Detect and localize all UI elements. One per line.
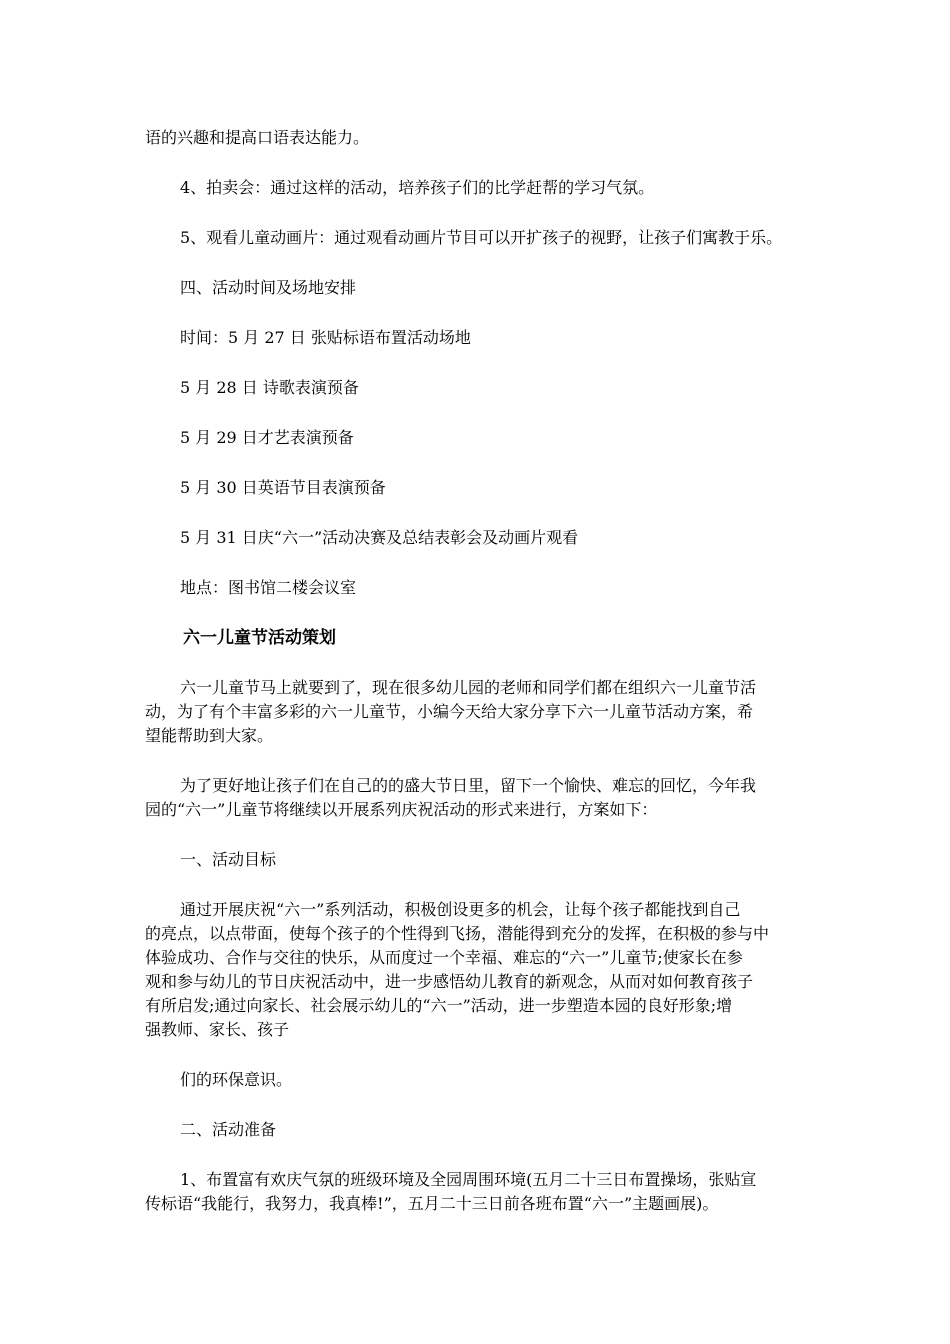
text-line: 5、观看儿童动画片：通过观看动画片节目可以开扩孩子的视野，让孩子们寓教于乐。	[180, 228, 783, 247]
text-line: 4、拍卖会：通过这样的活动，培养孩子们的比学赶帮的学习气氛。	[180, 178, 655, 197]
text-line: 们的环保意识。	[180, 1070, 293, 1089]
text-line: 地点：图书馆二楼会议室	[180, 578, 357, 597]
text-line: 5 月 28 日 诗歌表演预备	[180, 378, 359, 397]
text-line: 望能帮助到大家。	[145, 726, 274, 745]
text-line: 有所启发;通过向家长、社会展示幼儿的“六一”活动，进一步塑造本园的良好形象;增	[145, 996, 733, 1015]
text-line: 六一儿童节马上就要到了，现在很多幼儿园的老师和同学们都在组织六一儿童节活	[180, 678, 757, 697]
text-line: 体验成功、合作与交往的快乐，从而度过一个幸福、难忘的“六一”儿童节;使家长在参	[145, 948, 743, 967]
section-heading: 二、活动准备	[180, 1120, 277, 1139]
text-line: 时间：5 月 27 日 张贴标语布置活动场地	[180, 328, 471, 347]
text-line: 的亮点，以点带面，使每个孩子的个性得到飞扬，潜能得到充分的发挥，在积极的参与中	[145, 924, 770, 943]
text-line: 通过开展庆祝“六一”系列活动，积极创设更多的机会，让每个孩子都能找到自己	[180, 900, 741, 919]
text-line: 动，为了有个丰富多彩的六一儿童节，小编今天给大家分享下六一儿童节活动方案，希	[145, 702, 754, 721]
text-line: 5 月 30 日英语节目表演预备	[180, 478, 386, 497]
article-title: 六一儿童节活动策划	[183, 628, 336, 648]
text-line: 传标语“我能行，我努力，我真棒!”，五月二十三日前各班布置“六一”主题画展)。	[145, 1194, 719, 1213]
text-line: 园的“六一”儿童节将继续以开展系列庆祝活动的形式来进行，方案如下：	[145, 800, 658, 819]
text-line: 语的兴趣和提高口语表达能力。	[145, 128, 370, 147]
text-line: 5 月 31 日庆“六一”活动决赛及总结表彰会及动画片观看	[180, 528, 579, 547]
text-line: 观和参与幼儿的节日庆祝活动中，进一步感悟幼儿教育的新观念，从而对如何教育孩子	[145, 972, 754, 991]
text-line: 1、布置富有欢庆气氛的班级环境及全园周围环境(五月二十三日布置操场，张贴宣	[180, 1170, 757, 1189]
section-heading: 一、活动目标	[180, 850, 277, 869]
text-line: 5 月 29 日才艺表演预备	[180, 428, 354, 447]
text-line: 为了更好地让孩子们在自己的的盛大节日里，留下一个愉快、难忘的回忆，今年我	[180, 776, 757, 795]
section-heading: 四、活动时间及场地安排	[180, 278, 357, 297]
text-line: 强教师、家长、孩子	[145, 1020, 290, 1039]
